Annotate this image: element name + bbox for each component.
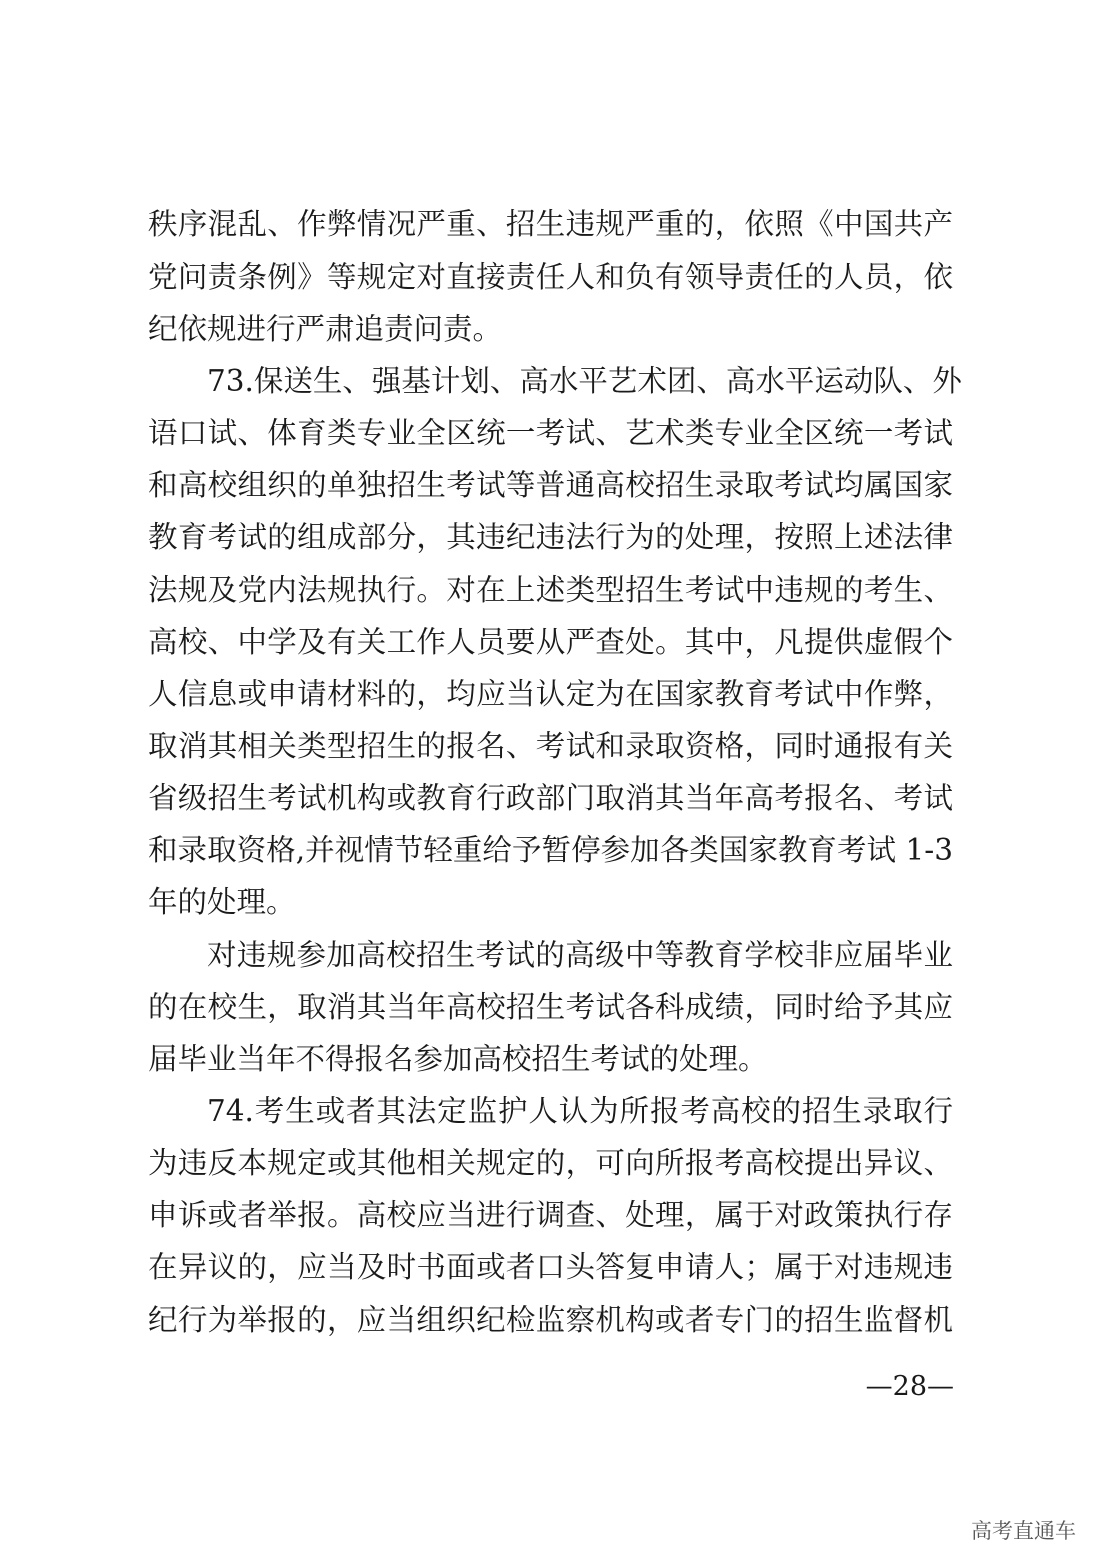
text-line: 申诉或者举报。高校应当进行调查、处理，属于对政策执行存 bbox=[148, 1198, 953, 1232]
text-line-section-73: 73.保送生、强基计划、高水平艺术团、高水平运动队、外 bbox=[207, 364, 962, 398]
text-line-section-74: 74.考生或者其法定监护人认为所报考高校的招生录取行 bbox=[207, 1094, 953, 1128]
text-line: 教育考试的组成部分，其违纪违法行为的处理，按照上述法律 bbox=[148, 520, 953, 554]
text-line: 取消其相关类型招生的报名、考试和录取资格，同时通报有关 bbox=[148, 729, 953, 763]
text-line: 省级招生考试机构或教育行政部门取消其当年高考报名、考试 bbox=[148, 781, 953, 815]
text-line: 纪行为举报的，应当组织纪检监察机构或者专门的招生监督机 bbox=[148, 1303, 953, 1337]
text-line: 在异议的，应当及时书面或者口头答复申请人；属于对违规违 bbox=[148, 1250, 953, 1284]
text-line: 年的处理。 bbox=[148, 885, 296, 919]
text-line: 法规及党内法规执行。对在上述类型招生考试中违规的考生、 bbox=[148, 573, 953, 607]
text-line: 和录取资格,并视情节轻重给予暂停参加各类国家教育考试 1-3 bbox=[148, 833, 953, 867]
watermark: 高考直通车 bbox=[971, 1519, 1076, 1543]
page-number: —28— bbox=[865, 1371, 954, 1402]
text-line: 的在校生，取消其当年高校招生考试各科成绩，同时给予其应 bbox=[148, 990, 953, 1024]
text-line: 纪依规进行严肃追责问责。 bbox=[148, 312, 503, 346]
text-line: 语口试、体育类专业全区统一考试、艺术类专业全区统一考试 bbox=[148, 416, 953, 450]
text-line: 高校、中学及有关工作人员要从严查处。其中，凡提供虚假个 bbox=[148, 625, 953, 659]
text-line: 和高校组织的单独招生考试等普通高校招生录取考试均属国家 bbox=[148, 468, 953, 502]
text-line: 人信息或申请材料的，均应当认定为在国家教育考试中作弊， bbox=[148, 677, 953, 711]
text-line: 届毕业当年不得报名参加高校招生考试的处理。 bbox=[148, 1042, 768, 1076]
text-line: 对违规参加高校招生考试的高级中等教育学校非应届毕业 bbox=[207, 938, 953, 972]
text-line: 秩序混乱、作弊情况严重、招生违规严重的，依照《中国共产 bbox=[148, 207, 953, 241]
text-line: 为违反本规定或其他相关规定的，可向所报考高校提出异议、 bbox=[148, 1146, 953, 1180]
text-line: 党问责条例》等规定对直接责任人和负有领导责任的人员，依 bbox=[148, 260, 953, 294]
